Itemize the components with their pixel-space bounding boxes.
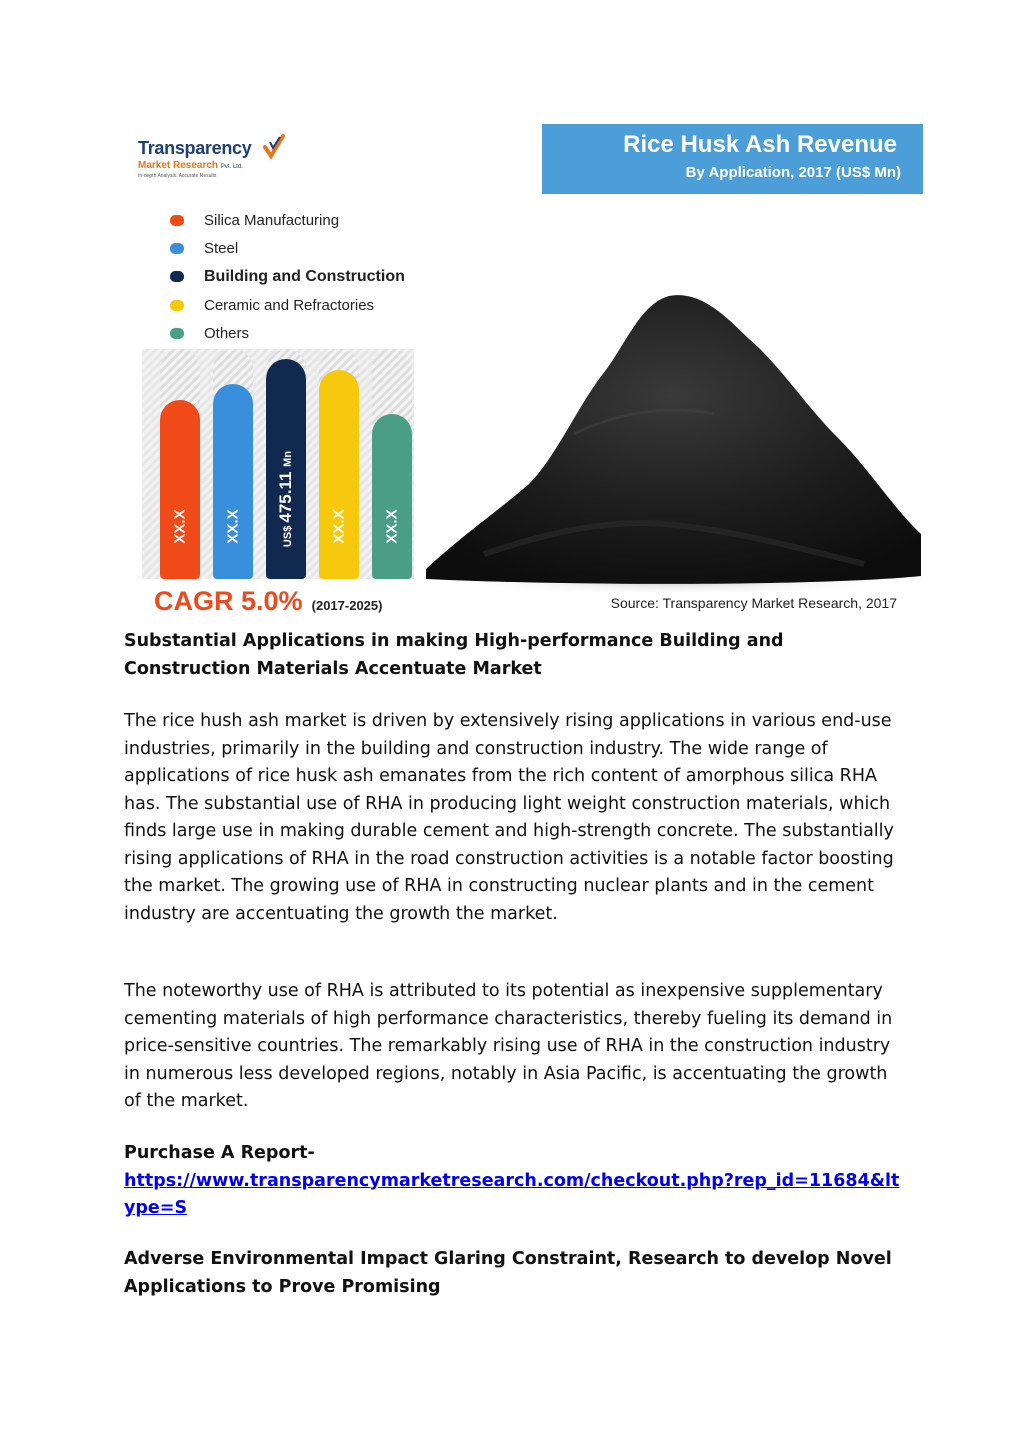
infographic-title: Rice Husk Ash Revenue bbox=[623, 131, 897, 158]
cagr-period: (2017-2025) bbox=[311, 598, 383, 613]
bar-value-label: US$ 475.11 Mn bbox=[276, 450, 296, 548]
infographic-subtitle: By Application, 2017 (US$ Mn) bbox=[685, 164, 901, 181]
legend-label: Ceramic and Refractories bbox=[204, 297, 375, 314]
legend-swatch bbox=[170, 328, 184, 339]
chart-source: Source: Transparency Market Research, 2017 bbox=[610, 595, 897, 611]
purchase-label: Purchase A Report- bbox=[124, 1143, 315, 1163]
legend-label: Silica Manufacturing bbox=[204, 212, 340, 229]
company-logo bbox=[138, 138, 338, 186]
logo-sub: Market Research bbox=[138, 160, 219, 171]
logo-suffix: Pvt. Ltd. bbox=[220, 164, 243, 170]
bar-value-label: XX.X bbox=[224, 509, 242, 544]
bar-value-label: XX.X bbox=[330, 509, 348, 544]
bar bbox=[160, 400, 200, 579]
purchase-report-link[interactable]: https://www.transparencymarketresearch.com/checkout.php?rep_id=11684&ltype=S bbox=[124, 1170, 900, 1218]
legend-swatch bbox=[170, 243, 184, 254]
purchase-section bbox=[124, 1140, 904, 1223]
logo-tagline: In-depth Analysis. Accurate Results bbox=[138, 173, 217, 179]
paragraph: The noteworthy use of RHA is attributed to its potential as inexpensive supplementary cementing materials of high performance characteristics, thereby fueling its demand in price-sensitive countries. The remarkably rising use of RHA in the construction industry in numerous less developed regions, notably in Asia Pacific, is accentuating the growth of the market. bbox=[124, 981, 893, 1111]
bar bbox=[266, 359, 306, 579]
checkmark-logo-icon bbox=[262, 134, 286, 160]
legend-swatch bbox=[170, 215, 184, 226]
title-banner bbox=[542, 124, 923, 194]
legend-swatch bbox=[170, 271, 184, 282]
bar bbox=[319, 370, 359, 579]
section-heading: Substantial Applications in making High-performance Building and Construction Materials Accentuate Market bbox=[124, 631, 784, 679]
rice-husk-ash-powder-image bbox=[424, 264, 923, 594]
bar bbox=[213, 384, 253, 579]
cagr-value: CAGR 5.0% bbox=[154, 586, 303, 616]
logo-name: Transparency bbox=[138, 138, 252, 158]
paragraph: The rice hush ash market is driven by extensively rising applications in various end-use industries, primarily in the building and construction industry. The wide range of applications of rice husk ash emanates from the rich content of amorphous silica RHA has. The substantial use of RHA in producing light weight construction materials, which finds large use in making durable cement and high-strength concrete. The substantially rising applications of RHA in the road construction activities is a notable factor boosting the market. The growing use of RHA in constructing nuclear plants and in the cement industry are accentuating the growth the market. bbox=[124, 711, 894, 924]
bar-value-label: XX.X bbox=[171, 509, 189, 544]
bar-chart bbox=[142, 349, 414, 579]
infographic bbox=[124, 124, 923, 617]
legend-label: Others bbox=[204, 325, 250, 342]
legend-label: Building and Construction bbox=[204, 268, 405, 285]
section-heading: Adverse Environmental Impact Glaring Constraint, Research to develop Novel Applications to Prove Promising bbox=[124, 1249, 892, 1297]
bar-value-label: XX.X bbox=[383, 509, 401, 544]
cagr-callout bbox=[154, 586, 382, 617]
bar bbox=[372, 414, 412, 579]
legend-swatch bbox=[170, 300, 184, 311]
legend-label: Steel bbox=[204, 240, 239, 257]
